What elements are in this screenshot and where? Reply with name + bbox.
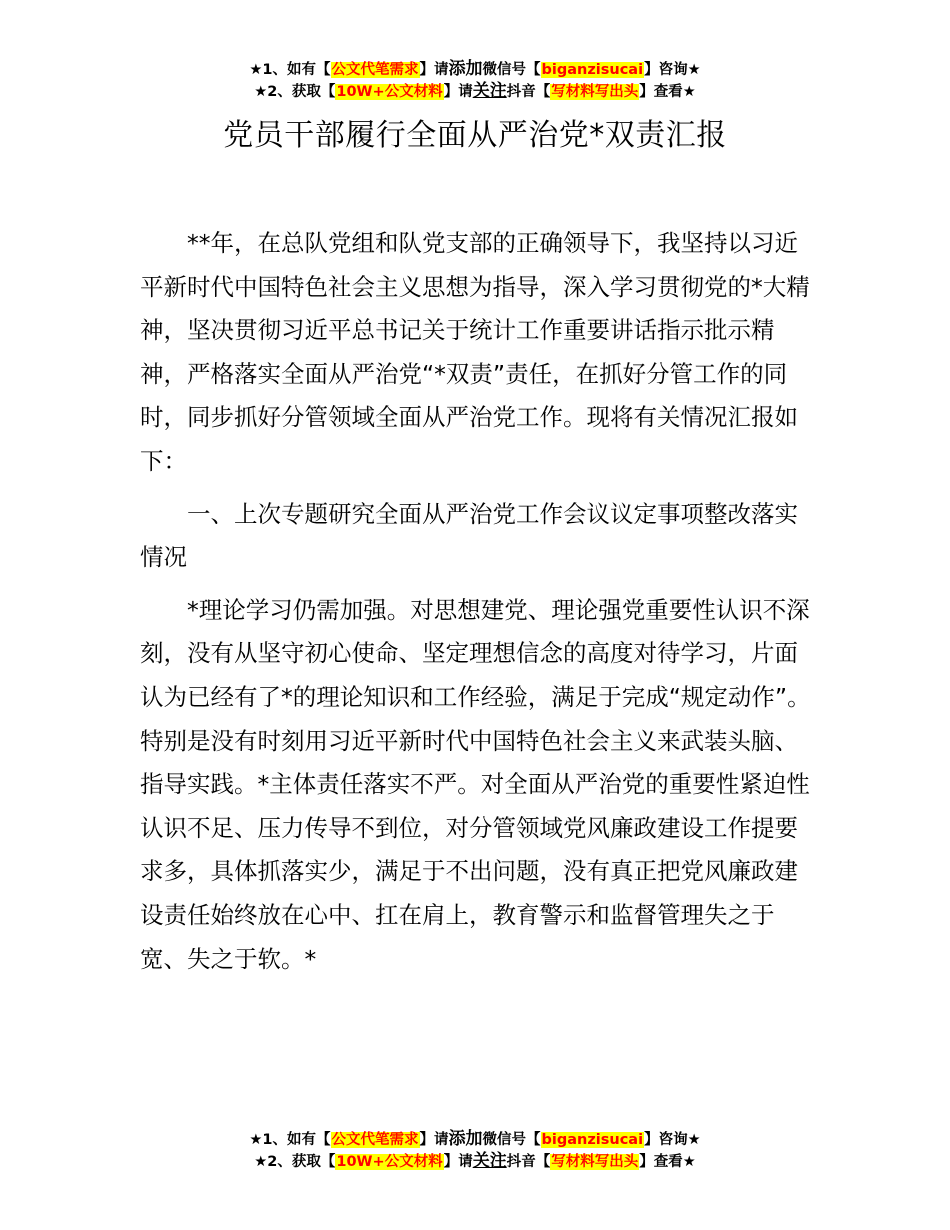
promo-text: ★1、如有【	[249, 1132, 331, 1148]
promo-highlight: 公文代笔需求	[331, 1132, 419, 1148]
promo-line-1	[0, 58, 950, 80]
promo-text: 】请	[419, 62, 449, 78]
promo-text: ★2、获取【	[254, 1154, 336, 1170]
promo-line-1	[0, 1128, 950, 1150]
promo-text: 】咨询★	[644, 62, 701, 78]
section-heading: 一、上次专题研究全面从严治党工作会议议定事项整改落实情况	[140, 499, 798, 572]
promo-text: ★1、如有【	[249, 62, 331, 78]
promo-text: 】查看★	[639, 84, 696, 100]
promo-text: 微信号【	[482, 1132, 541, 1148]
promo-highlight: 公文代笔需求	[331, 62, 419, 78]
promo-text: 微信号【	[482, 62, 541, 78]
promo-text: 抖音【	[506, 1154, 551, 1170]
promo-emphasis: 添加	[448, 59, 483, 79]
document-body	[140, 222, 812, 981]
promo-emphasis: 关注	[472, 81, 507, 101]
promo-text: 】查看★	[639, 1154, 696, 1170]
promo-emphasis: 添加	[448, 1129, 483, 1149]
body-paragraph: *理论学习仍需加强。对思想建党、理论强党重要性认识不深刻，没有从坚守初心使命、坚定理想信念的高度对待学习，片面认为已经有了*的理论知识和工作经验，满足于完成“规定动作”。特别是没有时刻用习近平新时代中国特色社会主义来武装头脑、指导实践。*主体责任落实不严。对全面从严治党的重要性紧迫性认识不足、压力传导不到位，对分管领域党风廉政建设工作提要求多，具体抓落实少，满足于不出问题，没有真正把党风廉政建设责任始终放在心中、扛在肩上，教育警示和监督管理失之于宽、失之于软。*	[140, 595, 811, 973]
promo-text: 】请	[419, 1132, 449, 1148]
document-title: 党员干部履行全面从严治党*双责汇报	[223, 118, 727, 153]
promo-highlight: biganzisucai	[541, 62, 644, 78]
promo-line-2	[0, 1150, 950, 1172]
promo-banner-bottom	[0, 1128, 950, 1172]
promo-highlight: 写材料写出头	[551, 1154, 639, 1170]
promo-highlight: 10W+公文材料	[336, 1154, 443, 1170]
body-paragraph: **年，在总队党组和队党支部的正确领导下，我坚持以习近平新时代中国特色社会主义思想为指导，深入学习贯彻党的*大精神，坚决贯彻习近平总书记关于统计工作重要讲话指示批示精神，严格落实全面从严治党“*双责”责任，在抓好分管工作的同时，同步抓好分管领域全面从严治党工作。现将有关情况汇报如下：	[140, 229, 810, 475]
promo-highlight: 写材料写出头	[551, 84, 639, 100]
promo-banner-top	[0, 58, 950, 102]
promo-highlight: 10W+公文材料	[336, 84, 443, 100]
promo-line-2	[0, 80, 950, 102]
promo-highlight: biganzisucai	[541, 1132, 644, 1148]
promo-text: 】请	[443, 1154, 473, 1170]
promo-emphasis: 关注	[472, 1151, 507, 1171]
promo-text: 】请	[443, 84, 473, 100]
promo-text: 抖音【	[506, 84, 551, 100]
promo-text: 】咨询★	[644, 1132, 701, 1148]
promo-text: ★2、获取【	[254, 84, 336, 100]
